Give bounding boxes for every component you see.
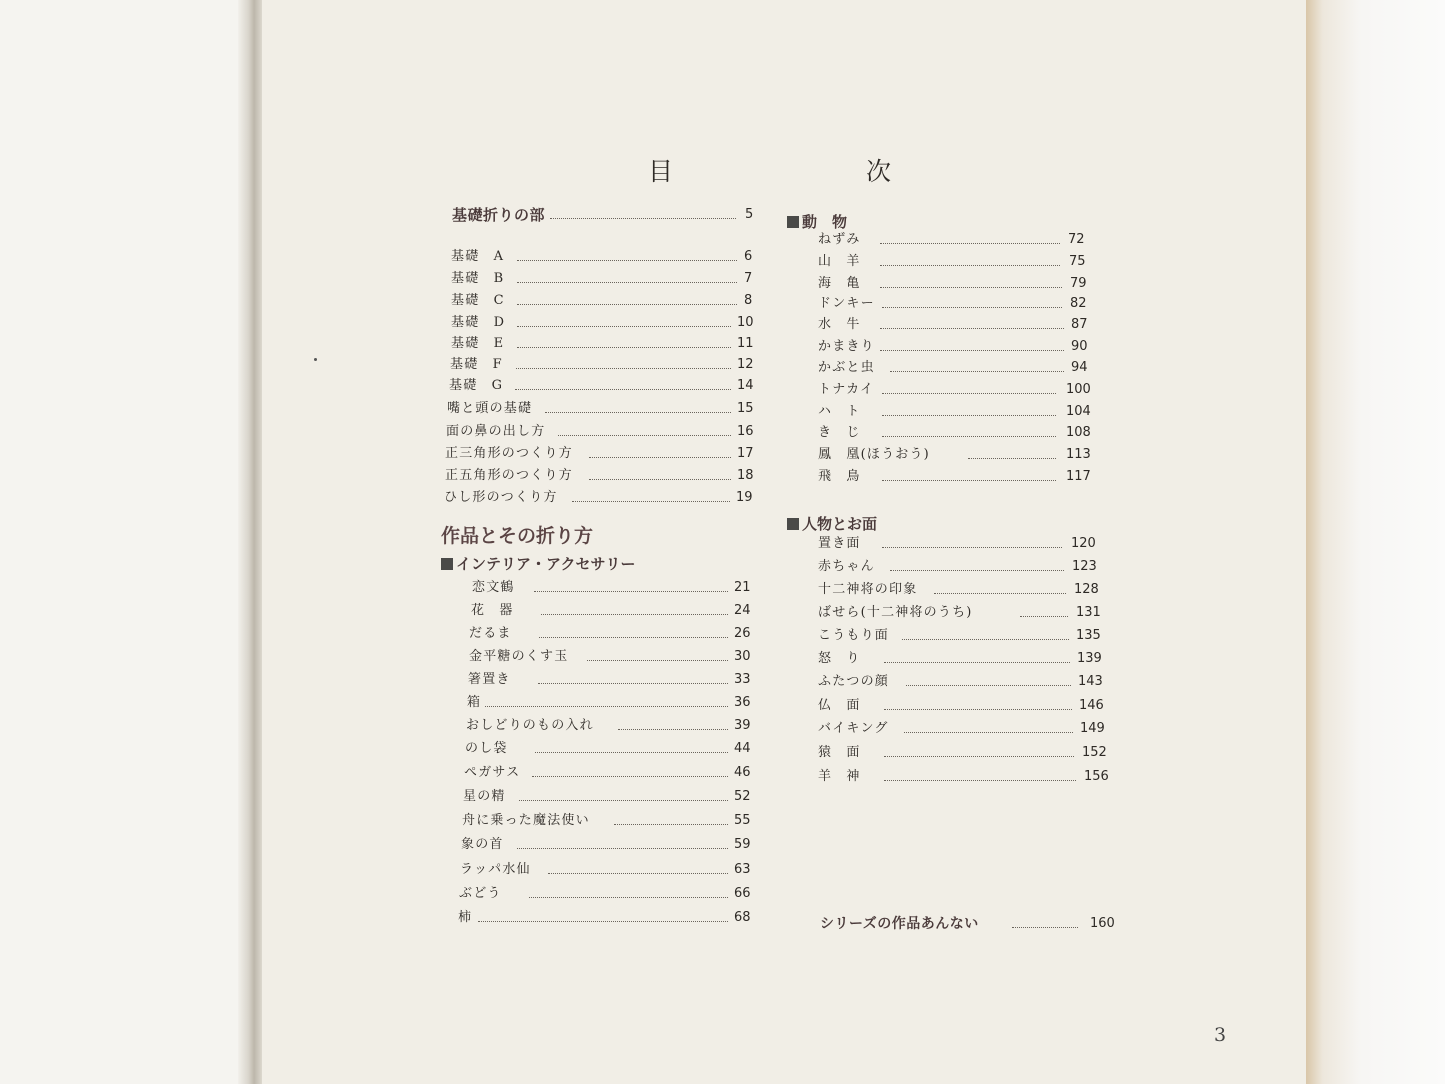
toc-entry[interactable]: [466, 716, 754, 736]
leader-dots: [884, 662, 1070, 663]
toc-entry-page: 26: [734, 626, 751, 641]
toc-entry-page: 19: [736, 490, 753, 505]
toc-entry-page: 104: [1066, 404, 1091, 419]
basics-heading[interactable]: [452, 205, 754, 225]
toc-entry[interactable]: [458, 908, 754, 928]
toc-entry-page: 33: [734, 672, 751, 687]
toc-entry[interactable]: [818, 315, 1092, 335]
toc-entry-label: 赤ちゃん: [818, 559, 875, 574]
toc-entry-page: 44: [734, 741, 751, 756]
leader-dots: [538, 683, 728, 684]
toc-entry[interactable]: [471, 601, 754, 621]
toc-entry-label: き じ: [818, 425, 861, 440]
leader-dots: [541, 614, 728, 615]
toc-title-part2: 次: [866, 157, 893, 186]
toc-entry-page: 10: [737, 315, 754, 330]
toc-entry-page: 146: [1079, 698, 1104, 713]
leader-dots: [882, 436, 1056, 437]
toc-entry-label: ハ ト: [818, 404, 861, 419]
toc-entry[interactable]: [468, 670, 754, 690]
toc-entry-page: 66: [734, 886, 751, 901]
toc-entry-label: かぶと虫: [818, 360, 875, 375]
page-number: 3: [1214, 1024, 1227, 1046]
leader-dots: [515, 389, 731, 390]
leader-dots: [880, 328, 1064, 329]
toc-entry-label: 恋文鶴: [472, 580, 515, 595]
toc-entry-label: 猿 面: [818, 745, 861, 760]
toc-entry[interactable]: [818, 294, 1092, 314]
toc-entry[interactable]: [463, 787, 754, 807]
leader-dots: [517, 326, 731, 327]
toc-entry-label: ねずみ: [818, 232, 861, 247]
toc-entry-label: 羊 神: [818, 769, 861, 784]
toc-entry-page: 90: [1071, 339, 1088, 354]
leader-dots: [902, 639, 1069, 640]
toc-entry-page: 94: [1071, 360, 1088, 375]
right-page: [262, 0, 1310, 1084]
toc-entry-page: 113: [1066, 447, 1091, 462]
leader-dots: [589, 457, 731, 458]
toc-entry[interactable]: [447, 399, 754, 419]
toc-entry-label: 星の精: [463, 789, 506, 804]
toc-entry[interactable]: [818, 534, 1100, 554]
toc-entry-label: 基礎 G: [449, 378, 504, 393]
toc-entry[interactable]: [462, 811, 754, 831]
toc-entry-label: ぶどう: [459, 886, 502, 901]
toc-entry-page: 8: [744, 293, 753, 308]
leader-dots: [572, 501, 730, 502]
toc-entry-label: バイキング: [818, 721, 889, 736]
toc-entry-label: 象の首: [461, 837, 504, 852]
toc-entry[interactable]: [446, 422, 754, 442]
leader-dots: [880, 243, 1060, 244]
toc-entry[interactable]: [451, 269, 754, 289]
leader-dots: [906, 685, 1071, 686]
toc-entry[interactable]: [818, 230, 1092, 250]
toc-entry-page: 82: [1070, 296, 1087, 311]
leader-dots: [516, 368, 731, 369]
leader-dots: [517, 282, 737, 283]
toc-entry[interactable]: [818, 672, 1103, 692]
toc-entry-label: 飛 鳥: [818, 469, 861, 484]
toc-entry-label: 山 羊: [818, 254, 861, 269]
toc-entry[interactable]: [818, 696, 1104, 716]
people-heading: [787, 513, 877, 534]
leader-dots: [880, 265, 1060, 266]
basics-heading-label: 基礎折りの部: [452, 206, 546, 224]
toc-entry-label: 鳳 凰(ほうおう): [818, 447, 930, 462]
toc-entry[interactable]: [818, 423, 1092, 443]
toc-entry[interactable]: [472, 578, 754, 598]
people-heading-label: 人物とお面: [802, 515, 878, 533]
toc-entry[interactable]: [818, 467, 1092, 487]
leader-dots: [904, 732, 1073, 733]
toc-entry-label: 海 亀: [818, 276, 861, 291]
toc-entry-page: 72: [1068, 232, 1085, 247]
toc-entry[interactable]: [467, 693, 754, 713]
animals-heading-label: 動 物: [802, 213, 848, 231]
toc-entry[interactable]: [818, 580, 1100, 600]
toc-entry[interactable]: [451, 247, 754, 267]
toc-entry[interactable]: [451, 313, 754, 333]
leader-dots: [589, 479, 731, 480]
leader-dots: [550, 218, 736, 219]
leader-dots: [884, 780, 1076, 781]
toc-entry-page: 21: [734, 580, 751, 595]
toc-entry-page: 100: [1066, 382, 1091, 397]
leader-dots: [884, 756, 1074, 757]
paper-speck: [314, 358, 317, 361]
toc-entry[interactable]: [818, 743, 1108, 763]
toc-entry-label: 嘴と頭の基礎: [447, 401, 533, 416]
toc-entry-label: 基礎 E: [451, 336, 505, 351]
toc-entry-label: ばせら(十二神将のうち): [818, 605, 973, 620]
leader-dots: [890, 570, 1064, 571]
toc-entry[interactable]: [818, 337, 1092, 357]
leader-dots: [535, 752, 728, 753]
leader-dots: [884, 709, 1072, 710]
toc-entry-page: 7: [744, 271, 753, 286]
toc-title-part1: 目: [648, 157, 675, 186]
toc-entry-page: 143: [1078, 674, 1103, 689]
series-guide-page: 160: [1090, 916, 1115, 931]
toc-entry[interactable]: [469, 647, 754, 667]
toc-entry-label: のし袋: [465, 741, 508, 756]
interior-heading-label: インテリア・アクセサリー: [456, 555, 636, 573]
toc-entry-page: 6: [744, 249, 753, 264]
toc-entry[interactable]: [818, 358, 1092, 378]
leader-dots: [587, 660, 728, 661]
works-heading: 作品とその折り方: [441, 525, 594, 547]
toc-entry-page: 18: [737, 468, 754, 483]
toc-entry-page: 24: [734, 603, 751, 618]
leader-dots: [880, 287, 1062, 288]
toc-entry-label: おしどりのもの入れ: [466, 718, 594, 733]
toc-entry-label: 置き面: [818, 536, 861, 551]
leader-dots: [882, 393, 1056, 394]
toc-entry-label: 基礎 A: [451, 249, 505, 264]
leader-dots: [485, 706, 728, 707]
toc-entry-label: 水 牛: [818, 317, 861, 332]
leader-dots: [517, 848, 728, 849]
toc-entry[interactable]: [818, 719, 1105, 739]
leader-dots: [558, 435, 731, 436]
toc-entry-page: 52: [734, 789, 751, 804]
leader-dots: [1012, 927, 1078, 928]
toc-entry[interactable]: [451, 334, 754, 354]
toc-entry[interactable]: [818, 445, 1092, 465]
toc-entry[interactable]: [465, 739, 754, 759]
toc-entry-label: だるま: [469, 626, 512, 641]
series-guide-entry[interactable]: [820, 914, 1120, 934]
toc-entry-label: 基礎 C: [451, 293, 505, 308]
toc-entry-label: ふたつの顔: [818, 674, 890, 689]
leader-dots: [880, 350, 1064, 351]
leader-dots: [618, 729, 728, 730]
toc-entry-label: 金平糖のくす玉: [469, 649, 569, 664]
toc-entry-label: ラッパ水仙: [460, 862, 531, 877]
toc-entry-label: こうもり面: [818, 628, 890, 643]
leader-dots: [534, 591, 728, 592]
toc-entry[interactable]: [451, 291, 754, 311]
toc-entry-page: 59: [734, 837, 751, 852]
toc-entry-page: 120: [1071, 536, 1096, 551]
leader-dots: [548, 873, 728, 874]
toc-entry-label: 基礎 B: [451, 271, 505, 286]
toc-entry-page: 63: [734, 862, 751, 877]
series-guide-label: シリーズの作品あんない: [820, 916, 979, 932]
leader-dots: [882, 307, 1062, 308]
toc-entry-page: 149: [1080, 721, 1105, 736]
toc-entry-page: 131: [1076, 605, 1101, 620]
toc-entry-label: 正三角形のつくり方: [445, 446, 573, 461]
leader-dots: [532, 776, 728, 777]
toc-entry-label: 花 器: [471, 603, 514, 618]
toc-entry-page: 14: [737, 378, 754, 393]
toc-entry-label: 箸置き: [468, 672, 511, 687]
toc-entry-label: 基礎 D: [451, 315, 506, 330]
animals-heading: [787, 211, 847, 232]
toc-entry[interactable]: [464, 763, 754, 783]
toc-entry-page: 87: [1071, 317, 1088, 332]
leader-dots: [529, 897, 728, 898]
basics-heading-page: 5: [745, 207, 754, 222]
toc-entry-page: 156: [1084, 769, 1109, 784]
toc-entry[interactable]: [459, 884, 754, 904]
toc-entry[interactable]: [818, 626, 1100, 646]
leader-dots: [517, 304, 737, 305]
toc-entry-label: ひし形のつくり方: [444, 490, 558, 505]
toc-entry[interactable]: [818, 402, 1092, 422]
toc-entry[interactable]: [469, 624, 754, 644]
toc-entry-page: 128: [1074, 582, 1099, 597]
toc-entry-label: 面の鼻の出し方: [446, 424, 546, 439]
leader-dots: [517, 347, 731, 348]
toc-entry-page: 135: [1076, 628, 1101, 643]
leader-dots: [519, 800, 728, 801]
toc-entry-label: 十二神将の印象: [818, 582, 918, 597]
toc-entry-label: 柿: [458, 910, 473, 925]
leader-dots: [1020, 616, 1068, 617]
toc-entry-page: 46: [734, 765, 751, 780]
leader-dots: [517, 260, 737, 261]
interior-heading: [441, 553, 636, 574]
leader-dots: [968, 458, 1056, 459]
toc-entry[interactable]: [818, 557, 1100, 577]
toc-entry-page: 117: [1066, 469, 1091, 484]
toc-entry-label: 仏 面: [818, 698, 861, 713]
leader-dots: [882, 480, 1056, 481]
leader-dots: [934, 593, 1066, 594]
toc-entry[interactable]: [461, 835, 754, 855]
toc-entry-page: 75: [1069, 254, 1086, 269]
toc-entry-label: 正五角形のつくり方: [445, 468, 573, 483]
toc-entry-label: 箱: [467, 695, 482, 710]
toc-entry-page: 68: [734, 910, 751, 925]
toc-entry-page: 152: [1082, 745, 1107, 760]
toc-entry-label: トナカイ: [818, 382, 875, 397]
toc-entry[interactable]: [444, 488, 754, 508]
toc-entry-page: 79: [1070, 276, 1087, 291]
leader-dots: [614, 824, 728, 825]
toc-entry[interactable]: [450, 355, 754, 375]
toc-entry[interactable]: [460, 860, 754, 880]
toc-entry[interactable]: [818, 649, 1100, 669]
toc-entry[interactable]: [818, 767, 1110, 787]
toc-entry[interactable]: [818, 603, 1100, 623]
toc-entry-page: 108: [1066, 425, 1091, 440]
toc-entry-label: ペガサス: [464, 765, 521, 780]
book-spine: [238, 0, 264, 1084]
toc-entry-label: 基礎 F: [450, 357, 503, 372]
toc-entry-page: 12: [737, 357, 754, 372]
page-edge: [1306, 0, 1445, 1084]
leader-dots: [478, 921, 728, 922]
leader-dots: [882, 547, 1062, 548]
toc-entry-page: 17: [737, 446, 754, 461]
toc-entry[interactable]: [818, 274, 1092, 294]
toc-entry[interactable]: [445, 466, 754, 486]
left-page: [0, 0, 245, 1084]
leader-dots: [890, 371, 1064, 372]
toc-entry-label: 舟に乗った魔法使い: [462, 813, 590, 828]
toc-entry-label: ドンキー: [818, 296, 875, 311]
toc-entry-page: 55: [734, 813, 751, 828]
toc-entry[interactable]: [445, 444, 754, 464]
toc-entry-page: 11: [737, 336, 754, 351]
toc-entry[interactable]: [818, 252, 1092, 272]
toc-entry-page: 15: [737, 401, 754, 416]
toc-entry-label: 怒 り: [818, 651, 861, 666]
toc-entry-page: 139: [1077, 651, 1102, 666]
toc-entry-page: 16: [737, 424, 754, 439]
leader-dots: [545, 412, 731, 413]
toc-entry-page: 123: [1072, 559, 1097, 574]
toc-entry-page: 36: [734, 695, 751, 710]
toc-entry-page: 30: [734, 649, 751, 664]
leader-dots: [539, 637, 728, 638]
toc-entry[interactable]: [818, 380, 1092, 400]
leader-dots: [882, 415, 1056, 416]
toc-entry-page: 39: [734, 718, 751, 733]
toc-entry[interactable]: [449, 376, 754, 396]
toc-entry-label: かまきり: [818, 339, 875, 354]
